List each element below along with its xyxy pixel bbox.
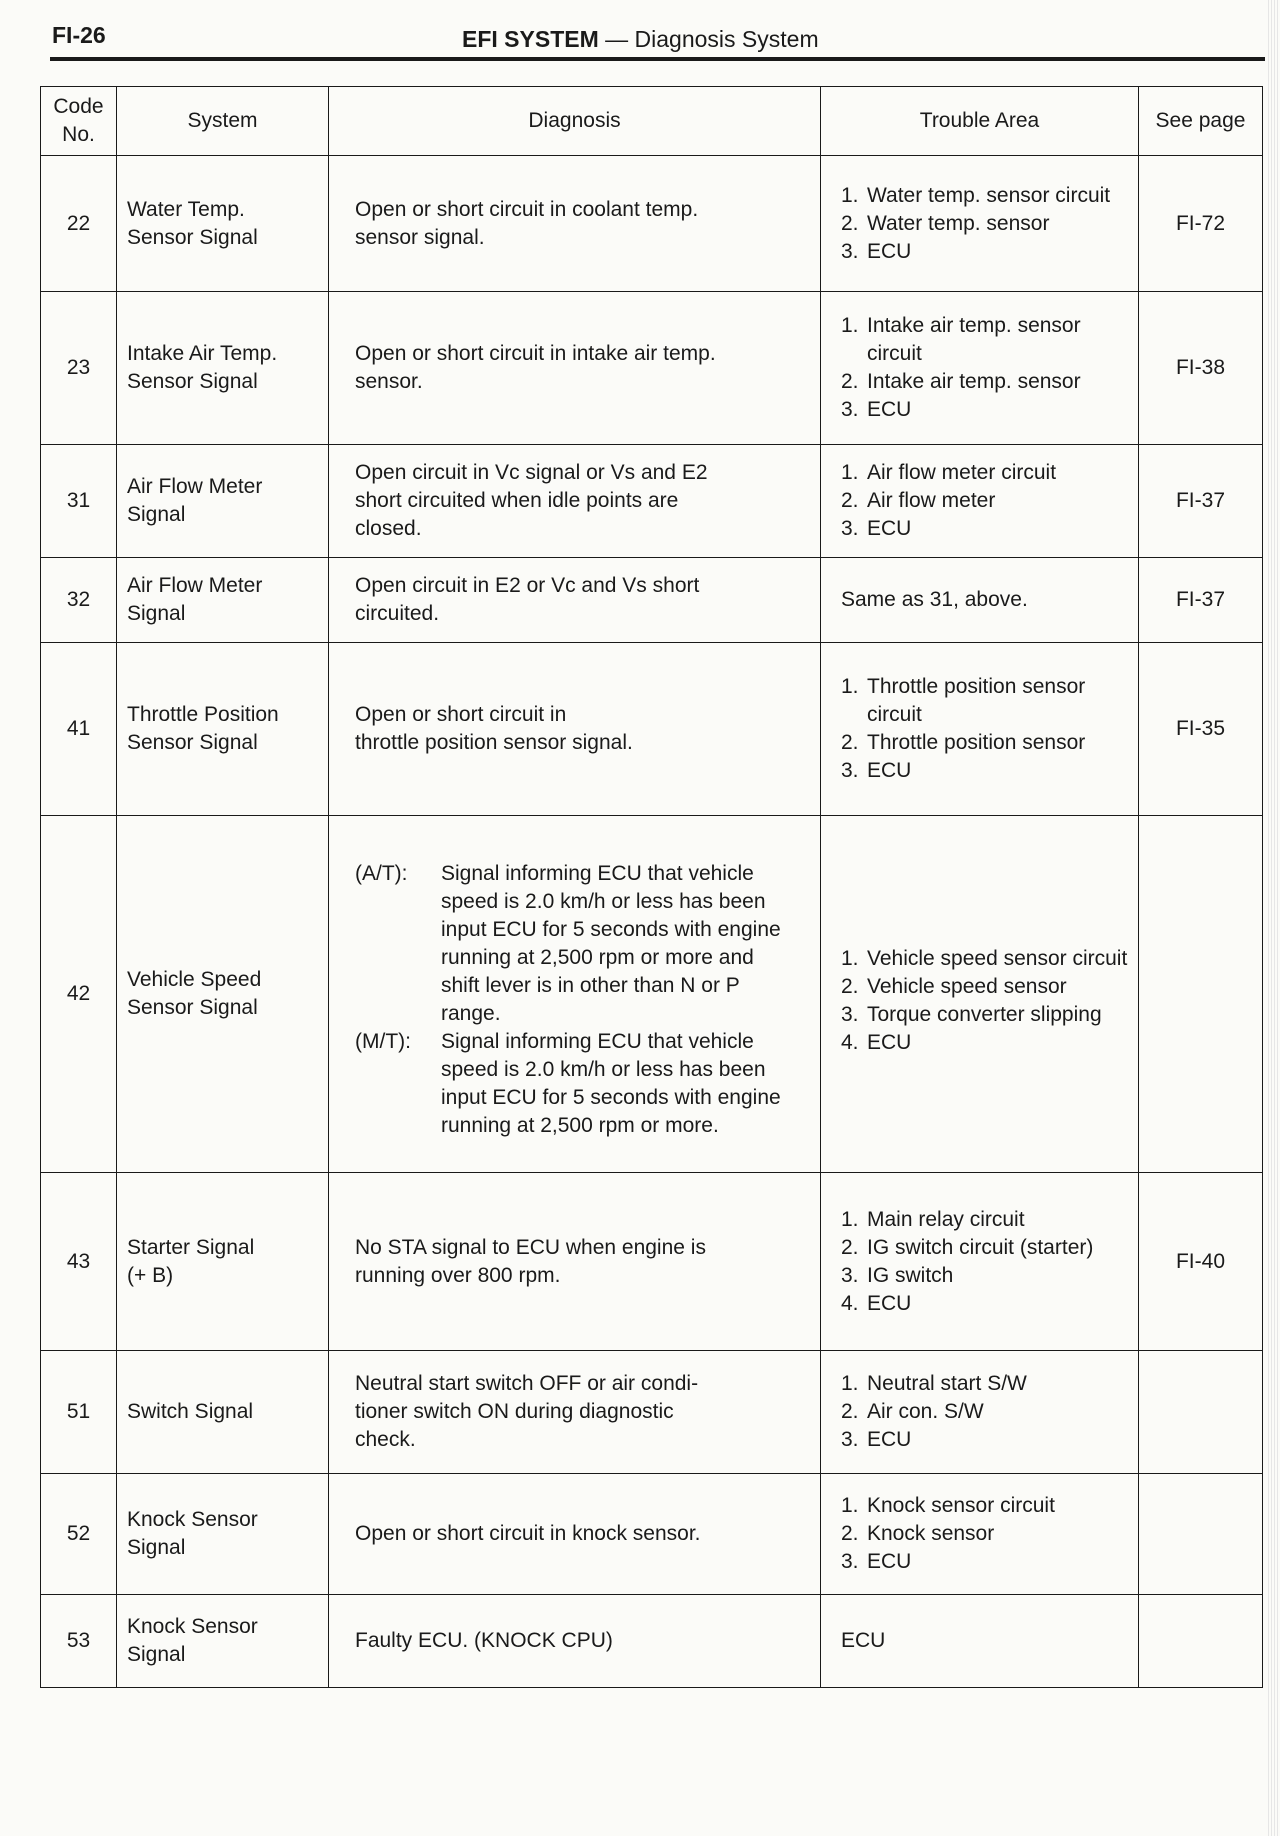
list-item: 3. IG switch <box>841 1263 954 1287</box>
list-item: 1. Neutral start S/W <box>841 1372 1027 1395</box>
section-title: EFI SYSTEM <box>462 26 599 52</box>
list-item: 2. IG switch circuit (starter) <box>841 1235 1094 1259</box>
diagnosis-cell: Open or short circuit in knock sensor. <box>329 1474 821 1595</box>
list-item: 2. Air con. S/W <box>841 1400 984 1423</box>
code-cell: 32 <box>41 558 117 643</box>
code-cell: 42 <box>41 816 117 1173</box>
see-page-cell <box>1139 816 1263 1173</box>
diagnosis-cell: Faulty ECU. (KNOCK CPU) <box>329 1595 821 1688</box>
page-number: FI-26 <box>52 22 106 48</box>
code-cell: 52 <box>41 1474 117 1595</box>
list-item: 3. ECU <box>841 1428 912 1451</box>
list-item: 1. Knock sensor circuit <box>841 1494 1055 1517</box>
system-cell: Intake Air Temp. Sensor Signal <box>117 292 329 445</box>
table-row <box>41 643 1263 816</box>
table-header-row <box>41 87 1263 156</box>
list-item: 1. Vehicle speed sensor circuit <box>841 947 1128 970</box>
code-cell: 51 <box>41 1351 117 1474</box>
trouble-area-cell <box>821 1474 1139 1595</box>
header-see-page: See page <box>1139 87 1263 156</box>
list-item: 1. Air flow meter circuit <box>841 461 1057 484</box>
list-item: 2. Throttle position sensor <box>841 731 1086 754</box>
system-cell: Starter Signal (+ B) <box>117 1173 329 1351</box>
list-item: 2. Water temp. sensor <box>841 211 1050 235</box>
diagnosis-table <box>40 86 1263 1688</box>
list-item: 3. Torque converter slipping <box>841 1003 1102 1026</box>
code-cell: 53 <box>41 1595 117 1688</box>
trouble-area-cell <box>821 1173 1139 1351</box>
diagnosis-cell <box>329 816 821 1173</box>
list-item: 3. ECU <box>841 759 912 782</box>
trouble-area-cell <box>821 1351 1139 1474</box>
page-title <box>462 26 819 53</box>
see-page-cell: FI-38 <box>1139 292 1263 445</box>
header-diagnosis: Diagnosis <box>329 87 821 156</box>
code-cell: 22 <box>41 156 117 292</box>
header-system: System <box>117 87 329 156</box>
table-row <box>41 156 1263 292</box>
trouble-area-cell <box>821 292 1139 445</box>
see-page-cell <box>1139 1595 1263 1688</box>
see-page-cell: FI-72 <box>1139 156 1263 292</box>
diagnosis-cell: Open or short circuit in coolant temp. sensor signal. <box>329 156 821 292</box>
system-cell: Switch Signal <box>117 1351 329 1474</box>
list-item: 3. ECU <box>841 517 912 540</box>
trouble-area-cell: ECU <box>821 1595 1139 1688</box>
list-item: 4. ECU <box>841 1291 912 1315</box>
table-row <box>41 292 1263 445</box>
system-cell: Vehicle Speed Sensor Signal <box>117 816 329 1173</box>
list-item: 2. Vehicle speed sensor <box>841 975 1067 998</box>
table-row <box>41 1595 1263 1688</box>
code-cell: 31 <box>41 445 117 558</box>
list-item: 1. Main relay circuit <box>841 1207 1025 1231</box>
list-item: 2. Air flow meter <box>841 489 996 512</box>
see-page-cell <box>1139 1474 1263 1595</box>
system-cell: Water Temp. Sensor Signal <box>117 156 329 292</box>
diagnosis-cell: Open or short circuit in throttle position sensor signal. <box>329 643 821 816</box>
diagnosis-mode-mt: (M/T): Signal informing ECU that vehicle speed is 2.0 km/h or less has been input ECU for 5 seconds with engine running at 2,500 rpm or more. <box>355 1030 781 1137</box>
trouble-area-cell <box>821 445 1139 558</box>
see-page-cell: FI-37 <box>1139 445 1263 558</box>
list-item: 3. ECU <box>841 398 912 421</box>
system-cell: Air Flow Meter Signal <box>117 558 329 643</box>
list-item: 3. ECU <box>841 1550 912 1573</box>
code-cell: 23 <box>41 292 117 445</box>
table-row <box>41 558 1263 643</box>
see-page-cell <box>1139 1351 1263 1474</box>
system-cell: Air Flow Meter Signal <box>117 445 329 558</box>
table-row <box>41 1351 1263 1474</box>
trouble-area-cell: Same as 31, above. <box>821 558 1139 643</box>
list-item: 1. Intake air temp. sensor circuit <box>841 314 1081 365</box>
list-item: 4. ECU <box>841 1031 912 1054</box>
table-row <box>41 1474 1263 1595</box>
section-subtitle: Diagnosis System <box>634 26 819 52</box>
diagnosis-cell: Neutral start switch OFF or air condi- tioner switch ON during diagnostic check. <box>329 1351 821 1474</box>
system-cell: Knock Sensor Signal <box>117 1474 329 1595</box>
table-row <box>41 1173 1263 1351</box>
diagnosis-cell: No STA signal to ECU when engine is running over 800 rpm. <box>329 1173 821 1351</box>
list-item: 3. ECU <box>841 239 912 263</box>
header-rule <box>50 57 1265 61</box>
trouble-area-cell <box>821 156 1139 292</box>
scan-edge <box>1268 0 1280 1836</box>
table-row <box>41 816 1263 1173</box>
see-page-cell: FI-40 <box>1139 1173 1263 1351</box>
diagnosis-mode-at: (A/T): Signal informing ECU that vehicle speed is 2.0 km/h or less has been input ECU for 5 seconds with engine running at 2,500 rpm or more and shift lever is in other than N or P range. <box>355 862 781 1025</box>
diagnosis-cell: Open or short circuit in intake air temp. sensor. <box>329 292 821 445</box>
system-cell: Throttle Position Sensor Signal <box>117 643 329 816</box>
title-separator: — <box>605 26 629 52</box>
see-page-cell: FI-37 <box>1139 558 1263 643</box>
list-item: 1. Throttle position sensor circuit <box>841 675 1086 726</box>
list-item: 2. Knock sensor <box>841 1522 995 1545</box>
list-item: 2. Intake air temp. sensor <box>841 370 1081 393</box>
code-cell: 43 <box>41 1173 117 1351</box>
system-cell: Knock Sensor Signal <box>117 1595 329 1688</box>
diagnosis-cell: Open circuit in E2 or Vc and Vs short circuited. <box>329 558 821 643</box>
trouble-area-cell <box>821 643 1139 816</box>
diagnosis-cell: Open circuit in Vc signal or Vs and E2 short circuited when idle points are closed. <box>329 445 821 558</box>
header-code: Code No. <box>41 87 117 156</box>
code-cell: 41 <box>41 643 117 816</box>
table-row <box>41 445 1263 558</box>
header-trouble-area: Trouble Area <box>821 87 1139 156</box>
trouble-area-cell <box>821 816 1139 1173</box>
see-page-cell: FI-35 <box>1139 643 1263 816</box>
list-item: 1. Water temp. sensor circuit <box>841 183 1111 207</box>
